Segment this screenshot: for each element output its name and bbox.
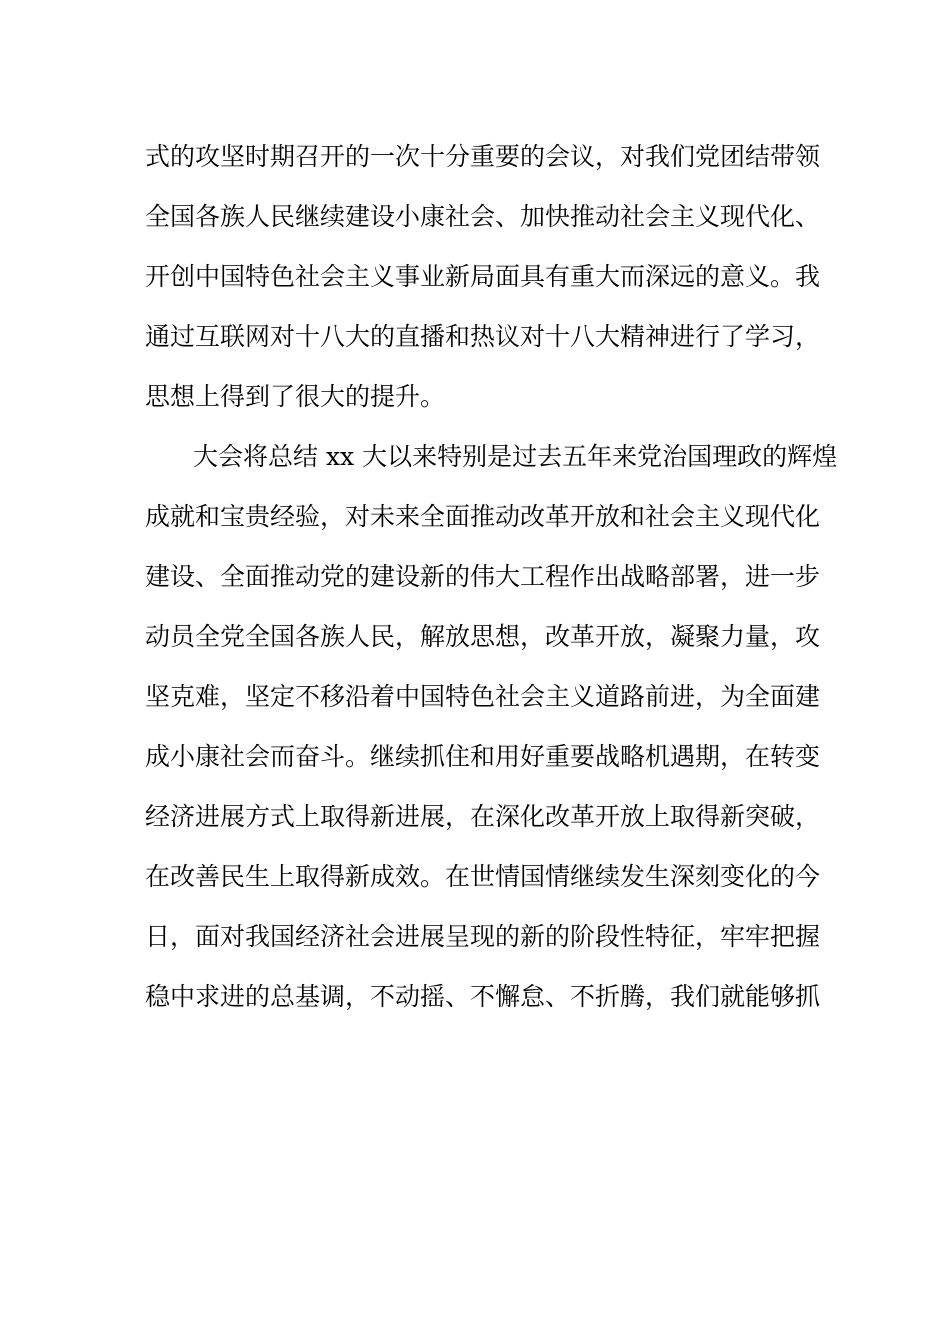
paragraph-2-line-5: 坚克难，坚定不移沿着中国特色社会主义道路前进，为全面建 [145,682,821,711]
paragraph-2-line-10: 稳中求进的总基调，不动摇、不懈怠、不折腾，我们就能够抓 [145,982,821,1011]
paragraph-2-line-1: 大会将总结 xx 大以来特别是过去五年来党治国理政的辉煌 [193,442,838,471]
paragraph-2-line-7: 经济进展方式上取得新进展，在深化改革开放上取得新突破， [145,802,821,831]
document-body [145,127,838,1027]
paragraph-1-line-3: 开创中国特色社会主义事业新局面具有重大而深远的意义。我 [145,262,821,291]
paragraph-2-line-9: 日，面对我国经济社会进展呈现的新的阶段性特征，牢牢把握 [145,922,821,951]
paragraph-2-line-2: 成就和宝贵经验，对未来全面推动改革开放和社会主义现代化 [145,502,821,531]
paragraph-2-line-4: 动员全党全国各族人民，解放思想，改革开放，凝聚力量，攻 [145,622,821,651]
paragraph-1-line-1: 式的攻坚时期召开的一次十分重要的会议，对我们党团结带领 [145,142,821,171]
paragraph-2-line-8: 在改善民生上取得新成效。在世情国情继续发生深刻变化的今 [145,862,821,891]
paragraph-2-line-3: 建设、全面推动党的建设新的伟大工程作出战略部署，进一步 [145,562,821,591]
paragraph-1-line-5: 思想上得到了很大的提升。 [145,382,446,411]
paragraph-1-line-4: 通过互联网对十八大的直播和热议对十八大精神进行了学习， [145,322,821,351]
paragraph-2-line-6: 成小康社会而奋斗。继续抓住和用好重要战略机遇期，在转变 [145,742,821,771]
paragraph-1-line-2: 全国各族人民继续建设小康社会、加快推动社会主义现代化、 [145,202,821,231]
